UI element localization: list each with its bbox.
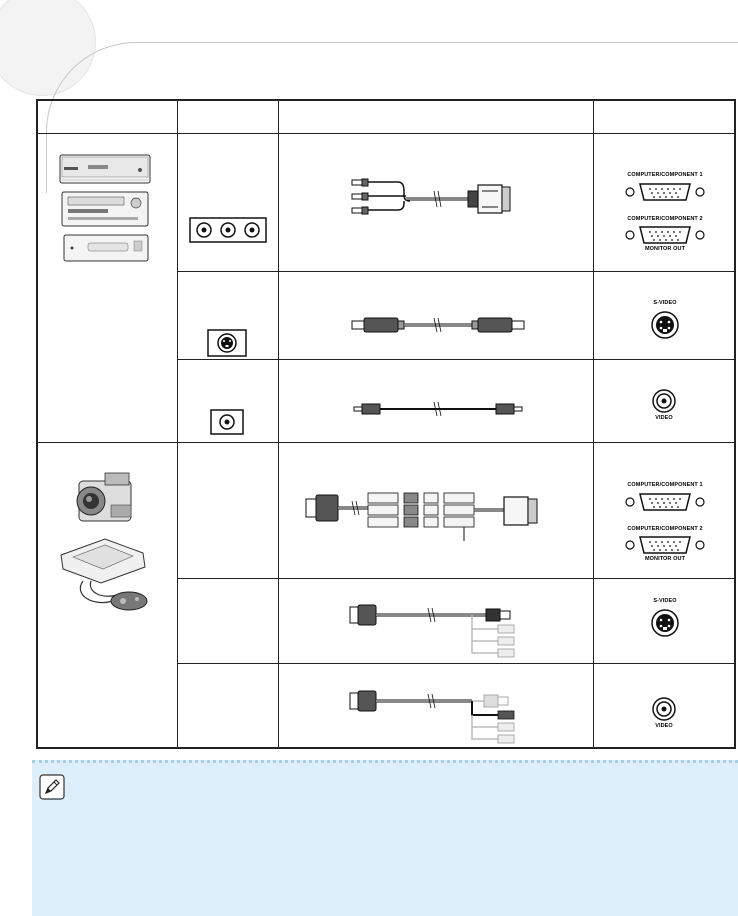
header-equipment bbox=[38, 101, 177, 133]
port-label: VIDEO bbox=[655, 723, 673, 729]
video-port bbox=[644, 389, 684, 422]
column-divider bbox=[278, 101, 279, 747]
port-label: VIDEO bbox=[655, 415, 673, 421]
header-projector-terminal bbox=[594, 101, 736, 133]
port-label: COMPUTER/COMPONENT 1 bbox=[627, 482, 703, 488]
connection-table bbox=[36, 99, 736, 749]
note-dotted-border bbox=[32, 760, 738, 766]
row-divider bbox=[177, 359, 734, 360]
device-group-video-equipment bbox=[58, 151, 153, 265]
dsub-port-icon bbox=[610, 181, 720, 203]
port-label: MONITOR OUT bbox=[644, 556, 686, 562]
av-video-cable-icon bbox=[348, 687, 528, 752]
av-s-video-cable-icon bbox=[348, 601, 528, 666]
header-cable bbox=[279, 101, 593, 133]
port-label: COMPUTER/COMPONENT 2 bbox=[627, 525, 703, 532]
rca-three-terminals-icon bbox=[189, 217, 267, 248]
video-port bbox=[644, 697, 684, 730]
row-divider bbox=[177, 271, 734, 272]
s-video-port-icon bbox=[641, 310, 689, 340]
note-panel bbox=[32, 760, 738, 916]
game-console-icon bbox=[53, 535, 153, 617]
camcorder-icon bbox=[65, 467, 155, 533]
s-video-cable-icon bbox=[350, 315, 526, 340]
dsub-port-icon bbox=[610, 491, 720, 513]
row-divider bbox=[177, 578, 734, 579]
set-top-box-icon bbox=[58, 231, 153, 265]
computer-component-ports bbox=[610, 483, 720, 563]
rca-to-dsub-cable-icon bbox=[348, 173, 518, 228]
column-divider bbox=[593, 101, 594, 747]
dsub-port-icon bbox=[610, 224, 720, 246]
port-label: COMPUTER/COMPONENT 1 bbox=[627, 172, 703, 178]
dsub-port-icon bbox=[610, 534, 720, 556]
header-divider bbox=[38, 133, 734, 134]
computer-component-ports bbox=[610, 173, 720, 253]
header-terminal bbox=[178, 101, 278, 133]
port-label: COMPUTER/COMPONENT 2 bbox=[627, 215, 703, 222]
vcr-icon bbox=[58, 189, 153, 229]
video-cable-icon bbox=[350, 401, 526, 422]
video-terminal-icon bbox=[210, 409, 244, 440]
s-video-port bbox=[641, 599, 689, 638]
s-video-terminal-icon bbox=[207, 329, 247, 362]
s-video-port bbox=[641, 301, 689, 340]
port-label: S-VIDEO bbox=[653, 300, 677, 306]
video-port-icon bbox=[644, 697, 684, 721]
video-port-icon bbox=[644, 389, 684, 413]
group-divider bbox=[38, 442, 734, 443]
port-label: MONITOR OUT bbox=[644, 246, 686, 252]
pencil-note-icon bbox=[39, 774, 65, 800]
device-group-camcorder-game bbox=[53, 467, 155, 617]
dvd-player-icon bbox=[58, 151, 153, 187]
dsub-component-adaptor-cable-icon bbox=[304, 485, 540, 550]
s-video-port-icon bbox=[641, 608, 689, 638]
port-label: S-VIDEO bbox=[653, 598, 677, 604]
column-divider bbox=[177, 101, 178, 747]
